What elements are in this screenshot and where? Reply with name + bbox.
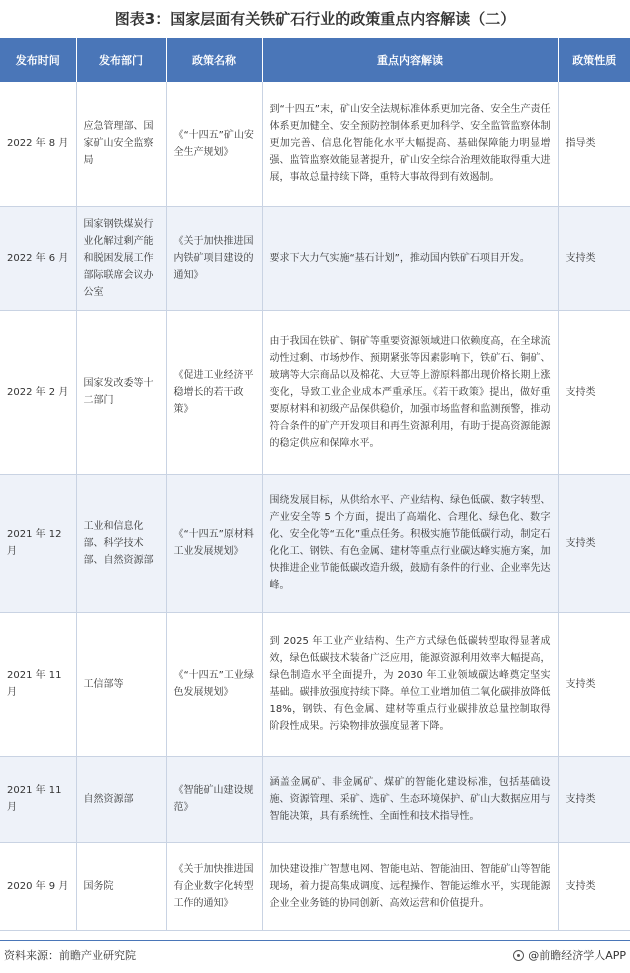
table-row	[0, 756, 630, 842]
page-title: 图表3：国家层面有关铁矿石行业的政策重点内容解读（二）	[114, 10, 516, 28]
cell-time: 2021 年 11 月	[0, 612, 76, 756]
cell-dept: 国家钢铁煤炭行业化解过剩产能和脱困发展工作部际联席会议办公室	[76, 206, 166, 310]
policy-table	[0, 38, 630, 931]
table-row	[0, 612, 630, 756]
cell-content: 要求下大力气实施“基石计划”，推动国内铁矿石项目开发。	[262, 206, 558, 310]
cell-nature: 支持类	[558, 310, 630, 474]
cell-name: 《“十四五”原材料工业发展规划》	[166, 474, 262, 612]
cell-dept: 应急管理部、国家矿山安全监察局	[76, 82, 166, 206]
cell-name: 《“十四五”工业绿色发展规划》	[166, 612, 262, 756]
source-note: 资料来源：前瞻产业研究院	[4, 949, 136, 962]
brand-label: @前瞻经济学人APP	[528, 949, 626, 962]
table-row	[0, 82, 630, 206]
table-row	[0, 474, 630, 612]
cell-nature: 支持类	[558, 474, 630, 612]
cell-content: 到 2025 年工业产业结构、生产方式绿色低碳转型取得显著成效，绿色低碳技术装备广泛应用，能源资源利用效率大幅提高，绿色制造水平全面提升，为 2030 年工业领域碳达峰奠定坚实基础。碳排放强度持续下降。单位工业增加值二氧化碳排放降低 18%，钢铁、有色金属、建材等重点行业碳排放总量控制取得阶段性成果。污染物排放强度显著下降。	[262, 612, 558, 756]
cell-dept: 工业和信息化部、科学技术部、自然资源部	[76, 474, 166, 612]
cell-name: 《智能矿山建设规范》	[166, 756, 262, 842]
cell-time: 2022 年 2 月	[0, 310, 76, 474]
cell-dept: 国务院	[76, 842, 166, 930]
header-nature: 政策性质	[558, 38, 630, 82]
cell-dept: 国家发改委等十二部门	[76, 310, 166, 474]
cell-name: 《关于加快推进国内铁矿项目建设的通知》	[166, 206, 262, 310]
header-time: 发布时间	[0, 38, 76, 82]
cell-time: 2022 年 8 月	[0, 82, 76, 206]
header-name: 政策名称	[166, 38, 262, 82]
cell-nature: 支持类	[558, 612, 630, 756]
cell-name: 《关于加快推进国有企业数字化转型工作的通知》	[166, 842, 262, 930]
table-row	[0, 842, 630, 930]
cell-content: 由于我国在铁矿、铜矿等重要资源领域进口依赖度高，在全球流动性过剩、市场炒作、预期紧张等因素影响下，铁矿石、铜矿、玻璃等大宗商品以及棉花、大豆等上游原料都出现价格长期上涨变化，导致工业企业成本严重承压。《若干政策》提出，做好重要原材料和初级产品保供稳价，加强市场监督和监测预警，推动符合条件的矿产开发项目和再生资源利用，有助于提高资源能源的稳定供应和保障水平。	[262, 310, 558, 474]
cell-content: 涵盖金属矿、非金属矿、煤矿的智能化建设标准，包括基础设施、资源管理、采矿、选矿、生态环境保护、矿山大数据应用与智能决策，具有系统性、全面性和技术指导性。	[262, 756, 558, 842]
table-row	[0, 310, 630, 474]
cell-nature: 支持类	[558, 756, 630, 842]
cell-name: 《“十四五”矿山安全生产规划》	[166, 82, 262, 206]
cell-content: 加快建设推广智慧电网、智能电站、智能油田、智能矿山等智能现场，着力提高集成调度、远程操作、智能运维水平，实现能源企业全业务链的协同创新、高效运营和价值提升。	[262, 842, 558, 930]
header-content: 重点内容解读	[262, 38, 558, 82]
cell-content: 围绕发展目标，从供给水平、产业结构、绿色低碳、数字转型、产业安全等 5 个方面，提出了高端化、合理化、绿色化、数字化、安全化等“五化”重点任务。积极实施节能低碳行动，制定石化化工、钢铁、有色金属、建材等重点行业碳达峰实施方案，加快推进企业节能低碳改造升级，鼓励有条件的行业、企业率先达峰。	[262, 474, 558, 612]
cell-dept: 工信部等	[76, 612, 166, 756]
cell-time: 2021 年 12 月	[0, 474, 76, 612]
cell-time: 2021 年 11 月	[0, 756, 76, 842]
cell-name: 《促进工业经济平稳增长的若干政策》	[166, 310, 262, 474]
footer-divider	[0, 940, 630, 941]
table-header-row	[0, 38, 630, 82]
cell-nature: 支持类	[558, 206, 630, 310]
table-row	[0, 206, 630, 310]
cell-time: 2022 年 6 月	[0, 206, 76, 310]
brand-credit	[513, 947, 626, 963]
target-icon	[513, 950, 524, 961]
cell-nature: 支持类	[558, 842, 630, 930]
cell-dept: 自然资源部	[76, 756, 166, 842]
cell-time: 2020 年 9 月	[0, 842, 76, 930]
cell-content: 到“十四五”末，矿山安全法规标准体系更加完备、安全生产责任体系更加健全、安全预防控制体系更加科学、安全监管监察体制更加完善、信息化智能化水平大幅提高、基础保障能力明显增强、监管监察效能显著提升，矿山安全综合治理效能取得重大进展，事故总量持续下降，重特大事故得到有效遏制。	[262, 82, 558, 206]
cell-nature: 指导类	[558, 82, 630, 206]
header-dept: 发布部门	[76, 38, 166, 82]
